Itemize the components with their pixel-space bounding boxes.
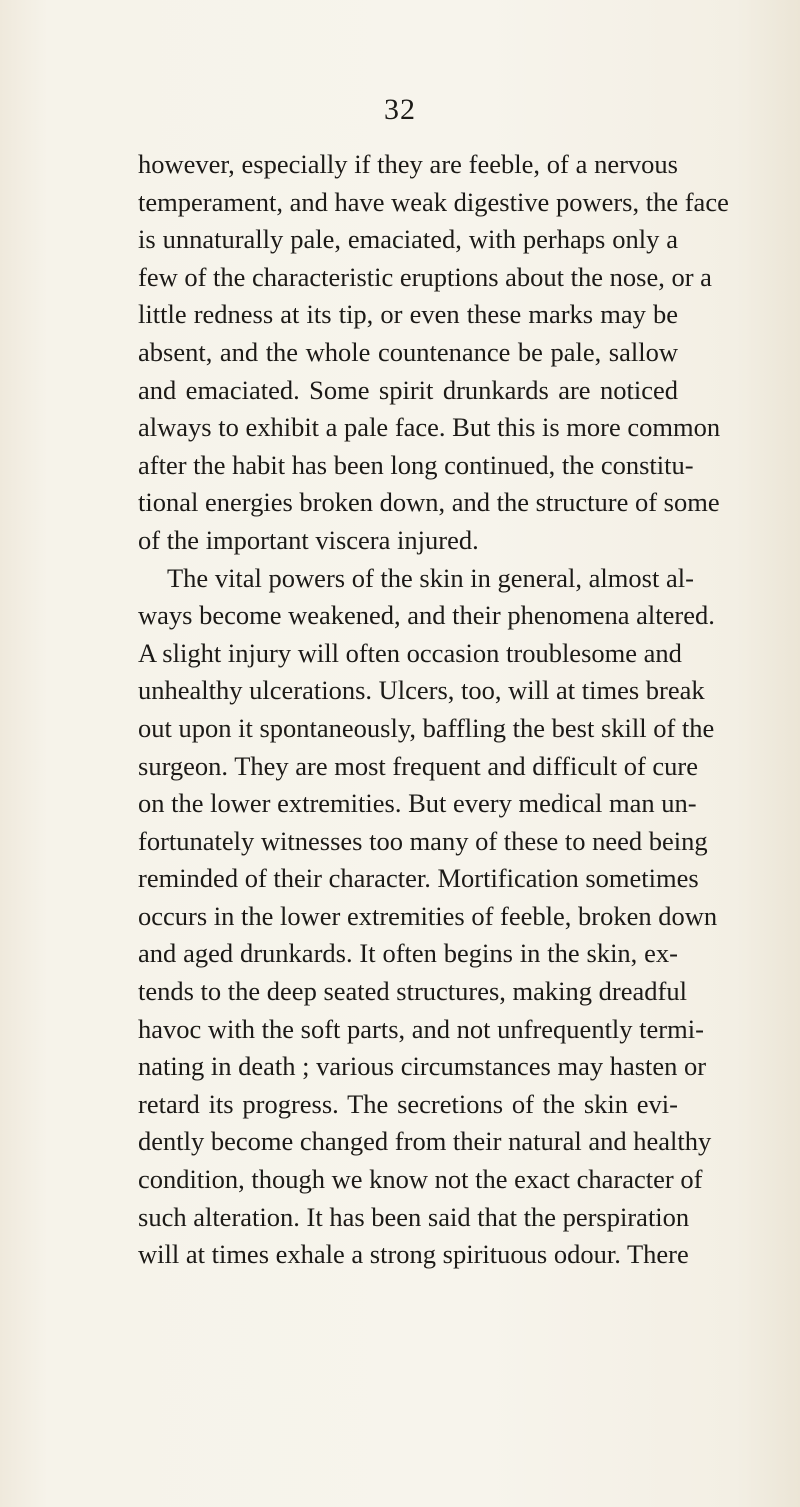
text-line: A slight injury will often occasion troublesome and bbox=[138, 637, 682, 668]
text-line: ways become weakened, and their phenomena altered. bbox=[138, 600, 715, 631]
text-line: always to exhibit a pale face. But this is more common bbox=[138, 412, 721, 443]
page-number: 32 bbox=[384, 93, 416, 126]
text-line: retard its progress. The secretions of the skin evi- bbox=[138, 1088, 678, 1119]
text-line: nating in death ; various circumstances may hasten or bbox=[138, 1051, 707, 1082]
text-line: unhealthy ulcerations. Ulcers, too, will at times break bbox=[138, 675, 705, 706]
text-line: after the habit has been long continued, the constitu- bbox=[138, 449, 694, 480]
text-line: dently become changed from their natural and healthy bbox=[138, 1126, 712, 1157]
text-line: however, especially if they are feeble, of a nervous bbox=[138, 149, 678, 179]
text-line: out upon it spontaneously, baffling the best skill of the bbox=[138, 712, 715, 743]
text-line: tends to the deep seated structures, making dreadful bbox=[138, 976, 687, 1007]
text-line: tional energies broken down, and the structure of some bbox=[138, 487, 720, 518]
body-text bbox=[138, 146, 729, 1274]
text-line: reminded of their character. Mortification sometimes bbox=[138, 863, 699, 894]
text-line: temperament, and have weak digestive powers, the face bbox=[138, 186, 729, 217]
text-line: fortunately witnesses too many of these to need being bbox=[138, 825, 708, 856]
text-line: on the lower extremities. But every medical man un- bbox=[138, 788, 697, 819]
text-line: and aged drunkards. It often begins in the skin, ex- bbox=[138, 938, 678, 969]
text-line: will at times exhale a strong spirituous odour. There bbox=[138, 1239, 689, 1270]
text-line: condition, though we know not the exact character of bbox=[138, 1164, 703, 1195]
paragraph-start-line: The vital powers of the skin in general, almost al- bbox=[167, 562, 694, 593]
text-line: surgeon. They are most frequent and difficult of cure bbox=[138, 750, 699, 781]
text-line: few of the characteristic eruptions about the nose, or a bbox=[138, 261, 712, 292]
text-line: such alteration. It has been said that the perspiration bbox=[138, 1201, 690, 1232]
text-line: and emaciated. Some spirit drunkards are noticed bbox=[138, 374, 678, 405]
text-line: little redness at its tip, or even these marks may be bbox=[138, 299, 678, 330]
text-line: is unnaturally pale, emaciated, with perhaps only a bbox=[138, 224, 678, 255]
text-line: havoc with the soft parts, and not unfrequently termi- bbox=[138, 1013, 704, 1044]
text-line: occurs in the lower extremities of feeble, broken down bbox=[138, 900, 718, 931]
text-line: absent, and the whole countenance be pale, sallow bbox=[138, 336, 678, 367]
paragraph-end-line: of the important viscera injured. bbox=[138, 524, 479, 555]
